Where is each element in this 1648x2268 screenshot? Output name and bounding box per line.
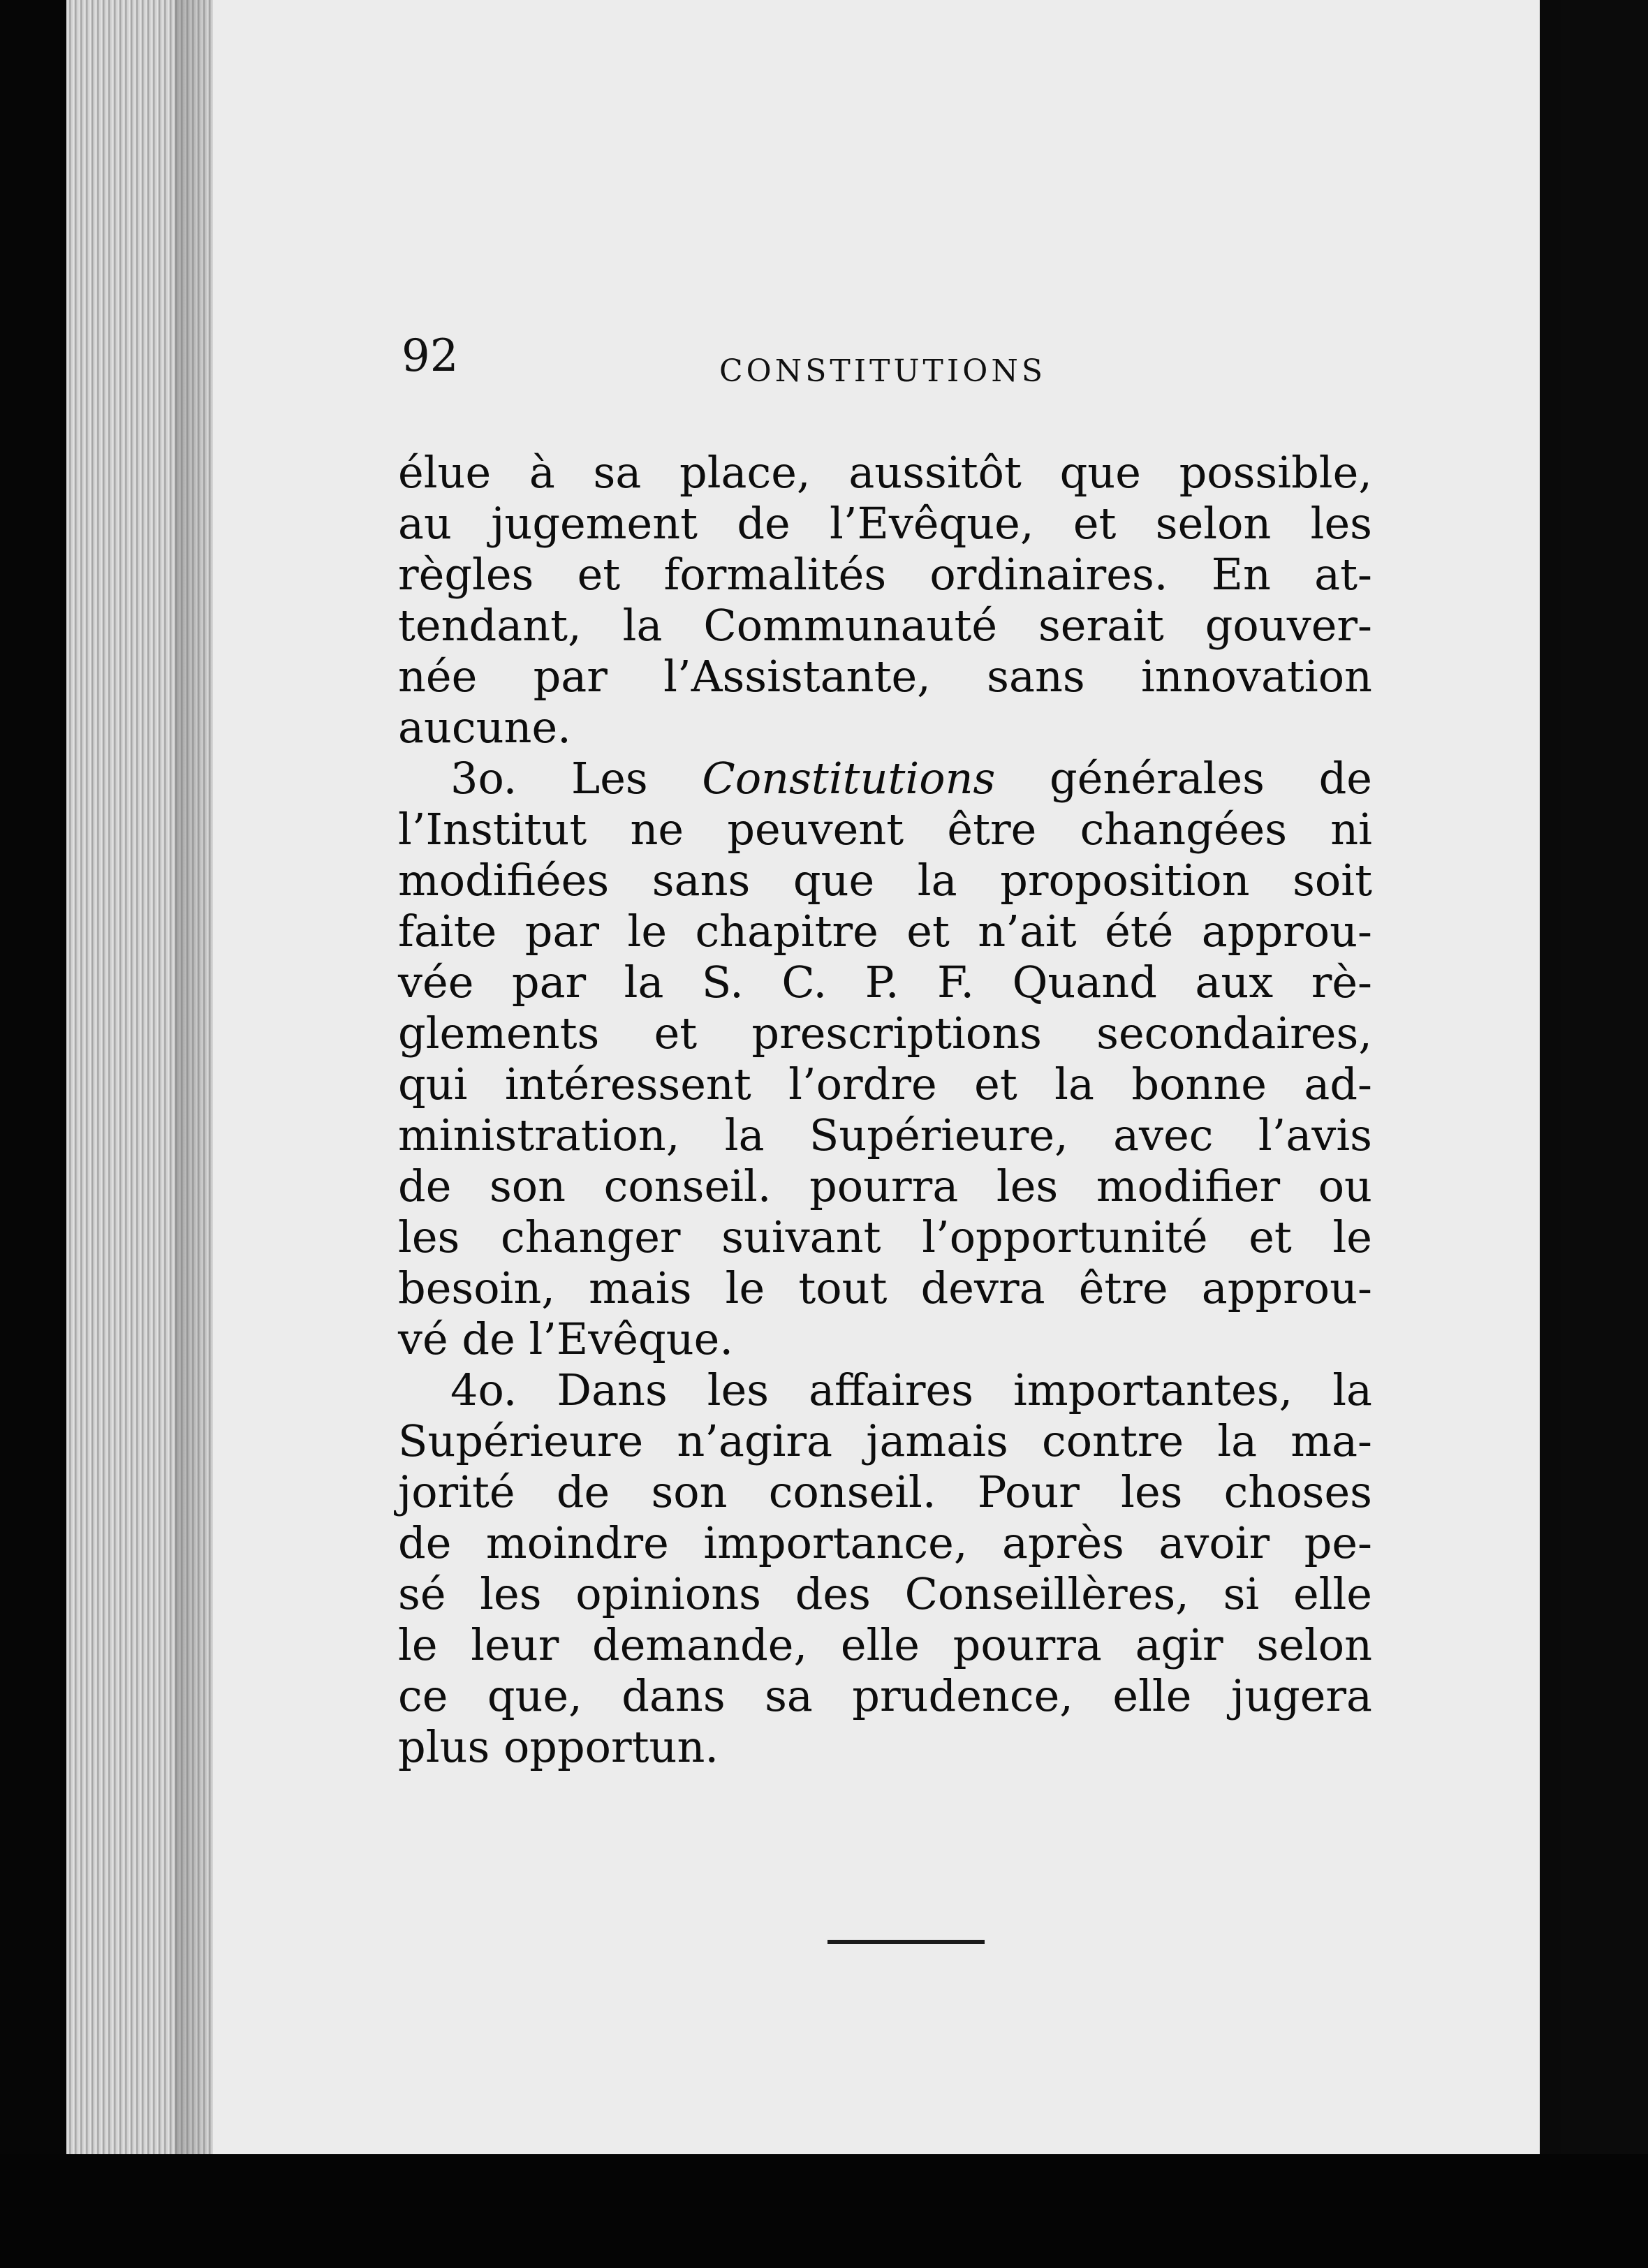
page-gutter <box>1540 0 1561 2154</box>
text-line: ce que, dans sa prudence, elle jugera <box>398 1670 1372 1721</box>
page-number: 92 <box>402 330 459 382</box>
text-line: glements et prescriptions secondaires, <box>398 1008 1372 1059</box>
text-line: élue à sa place, aussitôt que possible, <box>398 447 1372 498</box>
text-line: vée par la S. C. P. F. Quand aux rè- <box>398 957 1372 1008</box>
text-line: au jugement de l’Evêque, et selon les <box>398 498 1372 549</box>
text-line: les changer suivant l’opportunité et le <box>398 1212 1372 1262</box>
text-line: plus opportun. <box>398 1721 719 1772</box>
italic-title: Constitutions <box>702 753 996 804</box>
text-line: faite par le chapitre et n’ait été approu- <box>398 906 1372 957</box>
paragraph-number: 3o. Les <box>450 753 648 804</box>
text-line: règles et formalités ordinaires. En at- <box>398 549 1372 600</box>
text-line: Supérieure n’agira jamais contre la ma- <box>398 1415 1372 1466</box>
text-line: modifiées sans que la proposition soit <box>398 855 1372 906</box>
scan-border <box>0 2154 1648 2268</box>
text-line: l’Institut ne peuvent être changées ni <box>398 804 1372 855</box>
text-line: de son conseil. pourra les modifier ou <box>398 1161 1372 1212</box>
page-edges-shadow <box>175 0 216 2154</box>
text-line: ministration, la Supérieure, avec l’avis <box>398 1110 1372 1161</box>
text-line: sé les opinions des Conseillères, si elle <box>398 1568 1372 1619</box>
text-line: tendant, la Communauté serait gouver- <box>398 600 1372 651</box>
text-line: de moindre importance, après avoir pe- <box>398 1517 1372 1568</box>
text-line: qui intéressent l’ordre et la bonne ad- <box>398 1059 1372 1110</box>
adjacent-page-edge <box>1561 0 1648 2268</box>
text-fragment: générales de <box>1050 753 1372 804</box>
text-line: jorité de son conseil. Pour les choses <box>398 1466 1372 1517</box>
section-end-rule <box>827 1940 985 1944</box>
paragraph-3-first-line <box>398 753 1372 804</box>
text-line: le leur demande, elle pourra agir selon <box>398 1619 1372 1670</box>
text-line: vé de l’Evêque. <box>398 1313 734 1364</box>
text-line: besoin, mais le tout devra être approu- <box>398 1262 1372 1313</box>
text-line: 4o. Dans les affaires importantes, la <box>450 1364 1372 1415</box>
body-text <box>398 447 1372 1772</box>
running-title: CONSTITUTIONS <box>719 353 1046 389</box>
text-line: aucune. <box>398 702 571 753</box>
text-line: née par l’Assistante, sans innovation <box>398 651 1372 702</box>
